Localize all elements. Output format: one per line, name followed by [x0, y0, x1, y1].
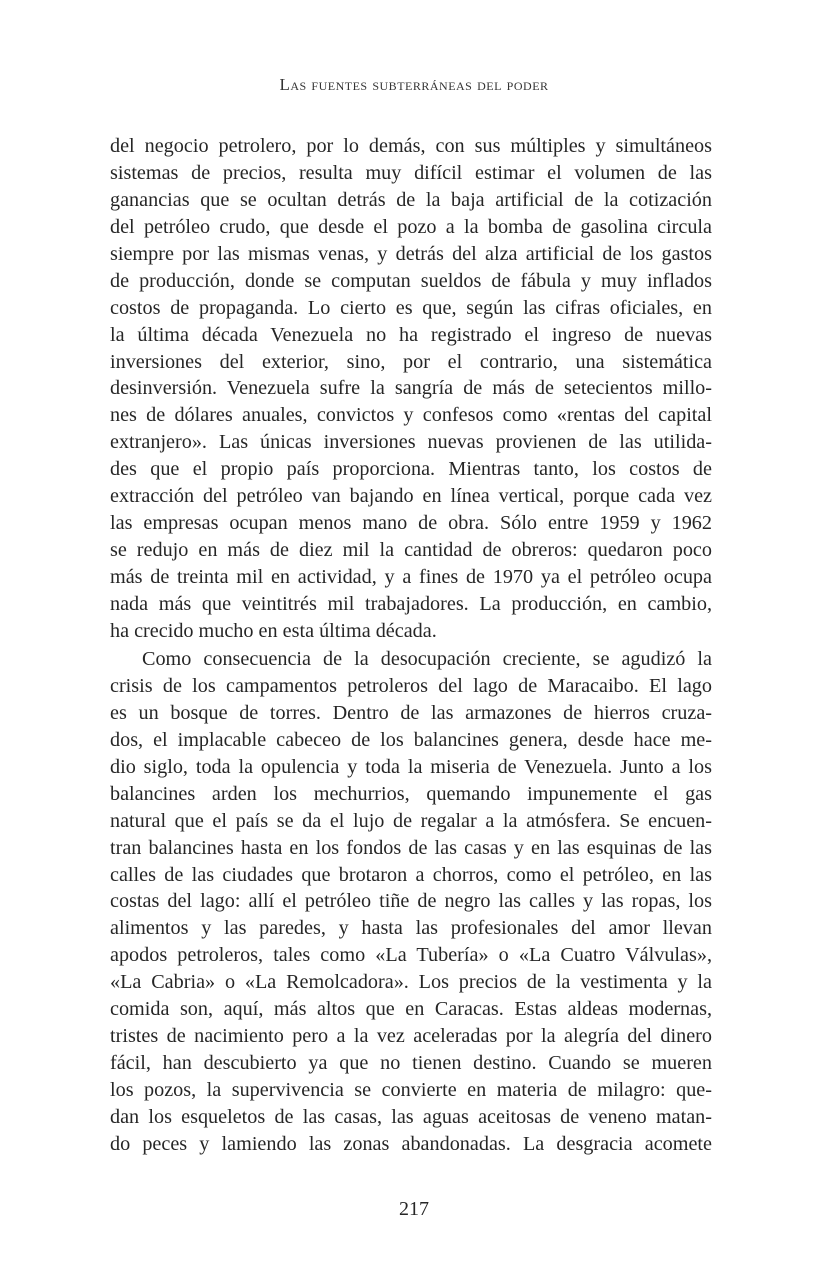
text-line: apodos petroleros, tales como «La Tubería» o «La Cuatro Válvulas»,	[110, 944, 712, 967]
text-line: balancines arden los mechurrios, quemando impunemente el gas	[110, 782, 712, 805]
text-line: ha crecido mucho en esta última década.	[110, 619, 437, 642]
text-line: calles de las ciudades que brotaron a chorros, como el petróleo, en las	[110, 863, 712, 886]
page-number: 217	[399, 1198, 429, 1220]
text-line: dos, el implacable cabeceo de los balancines genera, desde hace me-	[110, 728, 712, 751]
text-line: nada más que veintitrés mil trabajadores. La producción, en cambio,	[110, 592, 712, 615]
text-line: fácil, han descubierto ya que no tienen destino. Cuando se mueren	[110, 1052, 712, 1075]
text-line: dan los esqueletos de las casas, las aguas aceitosas de veneno matan-	[110, 1105, 712, 1128]
text-line: do peces y lamiendo las zonas abandonadas. La desgracia acomete	[110, 1132, 712, 1155]
text-line: alimentos y las paredes, y hasta las profesionales del amor llevan	[110, 917, 712, 940]
text-line: de producción, donde se computan sueldos de fábula y muy inflados	[110, 269, 712, 292]
text-line: extranjero». Las únicas inversiones nuevas provienen de las utilida-	[110, 431, 712, 454]
running-header: Las fuentes subterráneas del poder	[279, 75, 549, 94]
text-line: costas del lago: allí el petróleo tiñe de negro las calles y las ropas, los	[110, 890, 712, 913]
paragraph-1	[110, 133, 712, 645]
text-line: sistemas de precios, resulta muy difícil estimar el volumen de las	[110, 161, 712, 184]
text-line: Como consecuencia de la desocupación creciente, se agudizó la	[142, 648, 712, 670]
text-line: ganancias que se ocultan detrás de la baja artificial de la cotización	[110, 188, 712, 211]
text-line: crisis de los campamentos petroleros del lago de Maracaibo. El lago	[110, 674, 712, 697]
text-line: tristes de nacimiento pero a la vez aceleradas por la alegría del dinero	[110, 1025, 712, 1048]
text-line: siempre por las mismas venas, y detrás del alza artificial de los gastos	[110, 242, 712, 265]
text-line: dio siglo, toda la opulencia y toda la miseria de Venezuela. Junto a los	[110, 755, 712, 778]
text-line: los pozos, la supervivencia se convierte en materia de milagro: que-	[110, 1079, 712, 1101]
text-line: costos de propaganda. Lo cierto es que, según las cifras oficiales, en	[110, 296, 712, 319]
text-line: comida son, aquí, más altos que en Caracas. Estas aldeas modernas,	[110, 998, 712, 1021]
text-line: «La Cabria» o «La Remolcadora». Los precios de la vestimenta y la	[110, 971, 712, 994]
text-line: nes de dólares anuales, convictos y confesos como «rentas del capital	[110, 404, 712, 427]
text-line: natural que el país se da el lujo de regalar a la atmósfera. Se encuen-	[110, 809, 712, 832]
text-line: del negocio petrolero, por lo demás, con sus múltiples y simultáneos	[110, 135, 712, 157]
text-line: extracción del petróleo van bajando en línea vertical, porque cada vez	[110, 485, 712, 508]
text-line: las empresas ocupan menos mano de obra. Sólo entre 1959 y 1962	[110, 512, 712, 535]
paragraph-2	[110, 646, 712, 1158]
text-line: inversiones del exterior, sino, por el contrario, una sistemática	[110, 350, 712, 373]
text-line: des que el propio país proporciona. Mientras tanto, los costos de	[110, 458, 712, 481]
text-line: se redujo en más de diez mil la cantidad de obreros: quedaron poco	[110, 539, 712, 562]
text-line: más de treinta mil en actividad, y a fines de 1970 ya el petróleo ocupa	[110, 566, 712, 588]
text-line: desinversión. Venezuela sufre la sangría de más de setecientos millo-	[110, 377, 712, 400]
text-line: la última década Venezuela no ha registrado el ingreso de nuevas	[110, 323, 712, 346]
text-line: tran balancines hasta en los fondos de las casas y en las esquinas de las	[110, 836, 712, 859]
text-line: es un bosque de torres. Dentro de las armazones de hierros cruza-	[110, 701, 712, 724]
text-line: del petróleo crudo, que desde el pozo a la bomba de gasolina circula	[110, 215, 712, 238]
